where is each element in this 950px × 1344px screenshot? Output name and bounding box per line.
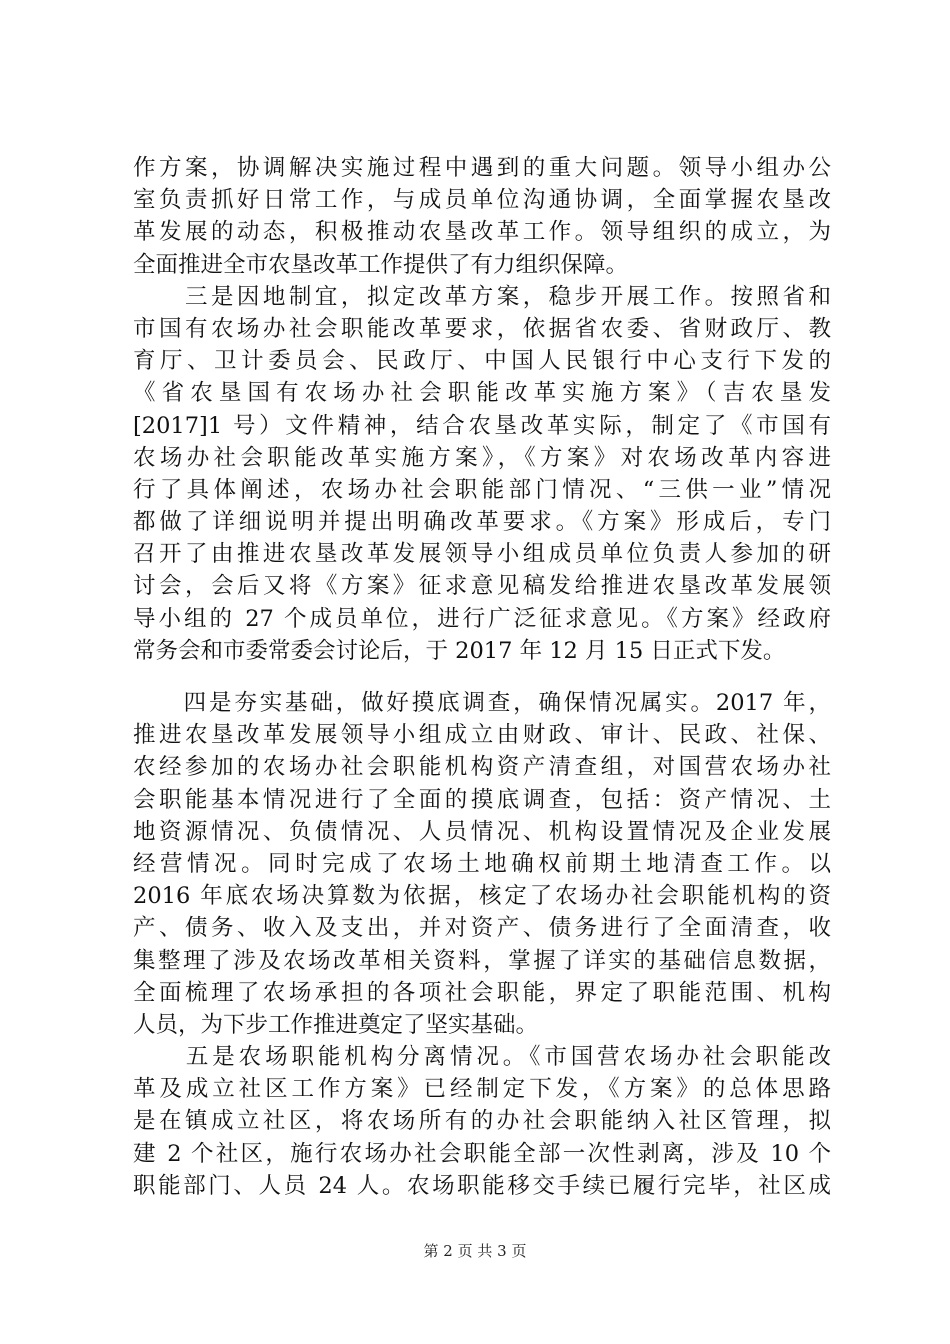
- text-line: 农经参加的农场办社会职能机构资产清查组，对国营农场办社: [133, 754, 831, 781]
- text-line: 建 2 个社区，施行农场办社会职能全部一次性剥离，涉及 10 个: [133, 1140, 831, 1167]
- text-line: 全面梳理了农场承担的各项社会职能，界定了职能范围、机构: [133, 979, 831, 1006]
- text-line: 人员，为下步工作推进奠定了坚实基础。: [133, 1011, 539, 1038]
- text-line: 农场办社会职能改革实施方案》，《方案》对农场改革内容进: [133, 444, 831, 471]
- page-footer: [0, 1241, 950, 1261]
- text-line: 是在镇成立社区，将农场所有的办社会职能纳入社区管理，拟: [133, 1108, 831, 1135]
- text-line: 2016 年底农场决算数为依据，核定了农场办社会职能机构的资: [133, 883, 831, 910]
- text-line: 职能部门、人员 24 人。农场职能移交手续已履行完毕，社区成: [133, 1172, 831, 1199]
- text-line: 室负责抓好日常工作，与成员单位沟通协调，全面掌握农垦改: [133, 187, 831, 214]
- text-line: 五是农场职能机构分离情况。《市国营农场办社会职能改: [133, 1044, 831, 1071]
- text-line: 作方案，协调解决实施过程中遇到的重大问题。领导小组办公: [133, 155, 831, 181]
- page-number-label: 第 2 页 共 3 页: [423, 1242, 527, 1260]
- paragraph-three: [133, 281, 831, 667]
- text-line: 《省农垦国有农场办社会职能改革实施方案》（吉农垦发: [133, 380, 831, 407]
- text-line: 会职能基本情况进行了全面的摸底调查，包括：资产情况、土: [133, 786, 831, 813]
- text-line: 行了具体阐述，农场办社会职能部门情况、“三供一业”情况: [133, 476, 831, 503]
- text-line: 推进农垦改革发展领导小组成立由财政、审计、民政、社保、: [133, 722, 831, 749]
- text-line: 革及成立社区工作方案》已经制定下发，《方案》的总体思路: [133, 1076, 831, 1103]
- text-line: 常务会和市委常委会讨论后，于 2017 年 12 月 15 日正式下发。: [133, 637, 786, 664]
- text-line: 导小组的 27 个成员单位，进行广泛征求意见。《方案》经政府: [133, 605, 831, 632]
- document-body: [133, 152, 831, 1202]
- text-line: 集整理了涉及农场改革相关资料，掌握了详实的基础信息数据，: [133, 947, 831, 974]
- text-line: 革发展的动态，积极推动农垦改革工作。领导组织的成立，为: [133, 219, 831, 246]
- text-line: 地资源情况、负债情况、人员情况、机构设置情况及企业发展: [133, 818, 831, 845]
- paragraph-four: [133, 687, 831, 1041]
- text-line: 讨会，会后又将《方案》征求意见稿发给推进农垦改革发展领: [133, 573, 831, 600]
- paragraph-five: [133, 1041, 831, 1202]
- text-line: 四是夯实基础，做好摸底调查，确保情况属实。2017 年，: [133, 690, 831, 716]
- text-line: 产、债务、收入及支出，并对资产、债务进行了全面清查，收: [133, 915, 831, 942]
- text-line: 都做了详细说明并提出明确改革要求。《方案》形成后，专门: [133, 509, 831, 536]
- text-line: 召开了由推进农垦改革发展领导小组成员单位负责人参加的研: [133, 541, 831, 568]
- text-line: 市国有农场办社会职能改革要求，依据省农委、省财政厅、教: [133, 315, 831, 342]
- text-line: 全面推进全市农垦改革工作提供了有力组织保障。: [133, 251, 629, 278]
- paragraph-gap: [133, 667, 831, 687]
- text-line: 三是因地制宜，拟定改革方案，稳步开展工作。按照省和: [133, 283, 831, 310]
- paragraph-continuation: [133, 152, 831, 281]
- text-line: [2017]1 号）文件精神，结合农垦改革实际，制定了《市国有: [133, 412, 831, 439]
- text-line: 育厅、卫计委员会、民政厅、中国人民银行中心支行下发的: [133, 348, 831, 375]
- text-line: 经营情况。同时完成了农场土地确权前期土地清查工作。以: [133, 850, 831, 877]
